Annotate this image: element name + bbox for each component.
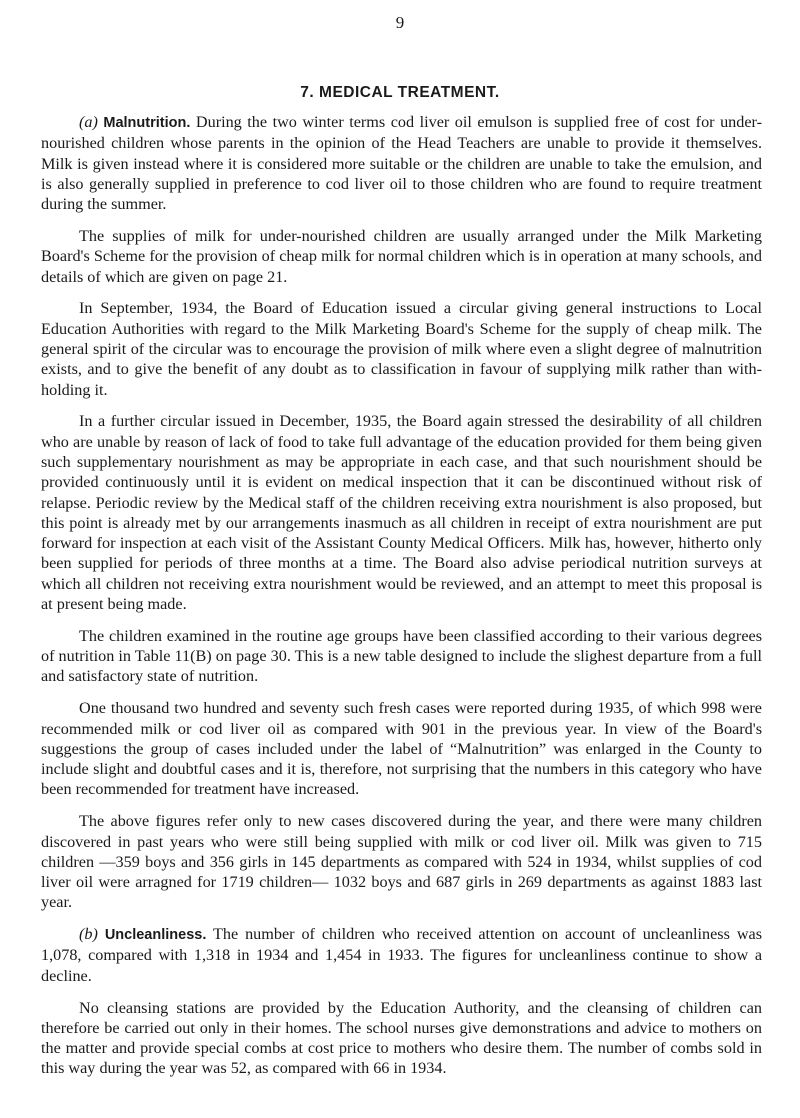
paragraph: One thousand two hundred and seventy such fresh cases were reported during 1935, of which 998 were recommended milk or cod liver oil as compared with 901 in the previous year. In view of the Board's suggestions the group of cases included under the label of “Malnutrition” was enlarged in the County to include slight and doubtful cases and it is, therefore, not surprising that the numbers in this category who have been recommended for treatment have increased.	[41, 699, 762, 799]
subsection-title: Malnutrition.	[103, 115, 191, 131]
paragraph: In September, 1934, the Board of Education issued a circular giving general instructions to Local Education Authorities with regard to the Milk Marketing Board's Scheme for the supply of cheap milk. The general spirit of the circular was to encourage the provision of milk where even a slight degree of malnutrition exists, and to give the benefit of any doubt as to classification in favour of supplying milk rather than with-holding it.	[41, 299, 762, 399]
section-heading: 7. MEDICAL TREATMENT.	[300, 84, 500, 101]
paragraph-uncleanliness-intro	[41, 924, 762, 986]
paragraph-text: The number of children who received attention on account of uncleanliness was 1,078, compared with 1,318 in 1934 and 1,454 in 1933. The figures for uncleanliness continue to show a decline.	[41, 925, 763, 985]
subsection-label: (a)	[79, 113, 98, 131]
paragraph-malnutrition-intro	[41, 112, 762, 214]
document-body	[41, 112, 762, 1090]
subsection-title: Uncleanliness.	[104, 927, 207, 944]
paragraph: The above figures refer only to new cases discovered during the year, and there were many children discovered in past years who were still being supplied with milk or cod liver oil. Milk was given to 715 children —359 boys and 356 girls in 145 departments as compared with 524 in 1934, whilst supplies of cod liver oil were arragned for 1719 children— 1032 boys and 687 girls in 269 departments as against 1883 last year.	[41, 812, 762, 912]
paragraph: The children examined in the routine age groups have been classified according to their various degrees of nutrition in Table 11(B) on page 30. This is a new table designed to include the slighest departure from a full and satisfactory state of nutrition.	[41, 626, 762, 686]
paragraph: The supplies of milk for under-nourished children are usually arranged under the Milk Marketing Board's Scheme for the provision of cheap milk for normal children which is in operation at many schools, and details of which are given on page 21.	[41, 226, 762, 286]
paragraph-text: During the two winter terms cod liver oil emulson is supplied free of cost for under-nourished children whose parents in the opinion of the Head Teachers are unable to provide it themselves. Milk is given instead where it is considered more suitable or the children are unable to take the emulsion, and is also generally supplied in preference to cod liver oil to those children who are found to require treatment during the summer.	[41, 113, 762, 214]
paragraph: No cleansing stations are provided by the Education Authority, and the cleansing of children can therefore be carried out only in their homes. The school nurses give demonstrations and advice to mothers on the matter and provide special combs at cost price to mothers who desire them. The number of combs sold in this way during the year was 52, as compared with 66 in 1934.	[41, 998, 762, 1078]
subsection-label: (b)	[79, 925, 98, 944]
paragraph: In a further circular issued in December, 1935, the Board again stressed the desirability of all children who are unable by reason of lack of food to take full advantage of the education provided for them being given such supplementary nourishment as may be appropriate in each case, and that such nourishment should be provided continuously until it is evident on medical inspection that it can be discontinued without risk of relapse. Periodic review by the Medical staff of the children receiving extra nourishment is also proposed, but this point is already met by our arrangements inasmuch as all children in receipt of extra nourishment are put forward for inspection at each visit of the Assistant County Medical Officers. Milk has, however, hitherto only been supplied for periods of three months at a time. The Board also advise periodical nutrition surveys at which all children not receiving extra nourishment would be reviewed, and an attempt to meet this proposal is at present being made.	[41, 412, 762, 614]
page-number: 9	[395, 13, 405, 32]
